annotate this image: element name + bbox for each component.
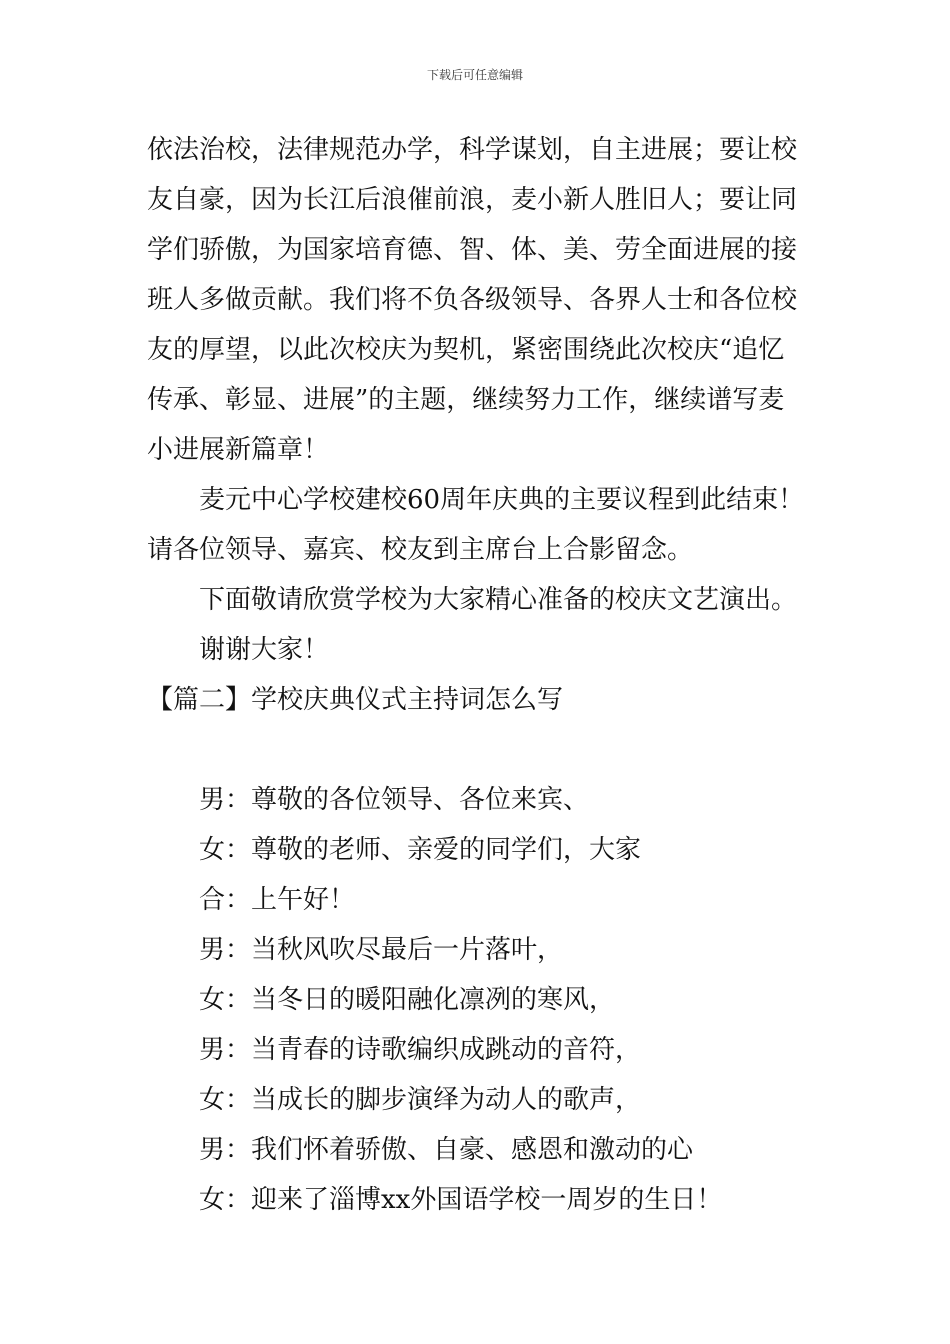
blank-line (147, 725, 817, 775)
script-line: 女：当成长的脚步演绎为动人的歌声， (199, 1085, 642, 1115)
paragraph-line: 传承、彰显、进展”的主题，继续努力工作，继续谱写麦 (147, 385, 785, 415)
paragraph-line: 小进展新篇章！ (147, 435, 330, 465)
script-line: 女：尊敬的老师、亲爱的同学们，大家 (199, 835, 642, 865)
paragraph-line: 谢谢大家！ (199, 635, 330, 665)
script-line: 合：上午好！ (199, 885, 356, 915)
paragraph-line: 下面敬请欣赏学校为大家精心准备的校庆文艺演出。 (199, 585, 798, 615)
script-line: 女：迎来了淄博xx外国语学校一周岁的生日！ (199, 1185, 723, 1215)
paragraph-line: 请各位领导、嘉宾、校友到主席台上合影留念。 (147, 535, 694, 565)
script-line: 男：尊敬的各位领导、各位来宾、 (199, 785, 590, 815)
paragraph-line: 友的厚望，以此次校庆为契机，紧密围绕此次校庆“追忆 (147, 335, 785, 365)
document-body (147, 125, 817, 1225)
paragraph-line: 友自豪，因为长江后浪催前浪，麦小新人胜旧人；要让同 (147, 185, 798, 215)
paragraph-line: 班人多做贡献。我们将不负各级领导、各界人士和各位校 (147, 285, 798, 315)
page-header-note: 下载后可任意编辑 (426, 68, 523, 82)
paragraph-line: 依法治校，法律规范办学，科学谋划，自主进展；要让校 (147, 135, 798, 165)
paragraph-line: 麦元中心学校建校60周年庆典的主要议程到此结束！ (199, 485, 805, 515)
paragraph-line: 学们骄傲，为国家培育德、智、体、美、劳全面进展的接 (147, 235, 798, 265)
script-line: 男：当青春的诗歌编织成跳动的音符， (199, 1035, 642, 1065)
script-line: 男：我们怀着骄傲、自豪、感恩和激动的心 (199, 1135, 694, 1165)
script-line: 女：当冬日的暖阳融化凛冽的寒风， (199, 985, 616, 1015)
section-heading: 【篇二】学校庆典仪式主持词怎么写 (147, 685, 564, 715)
script-line: 男：当秋风吹尽最后一片落叶， (199, 935, 564, 965)
